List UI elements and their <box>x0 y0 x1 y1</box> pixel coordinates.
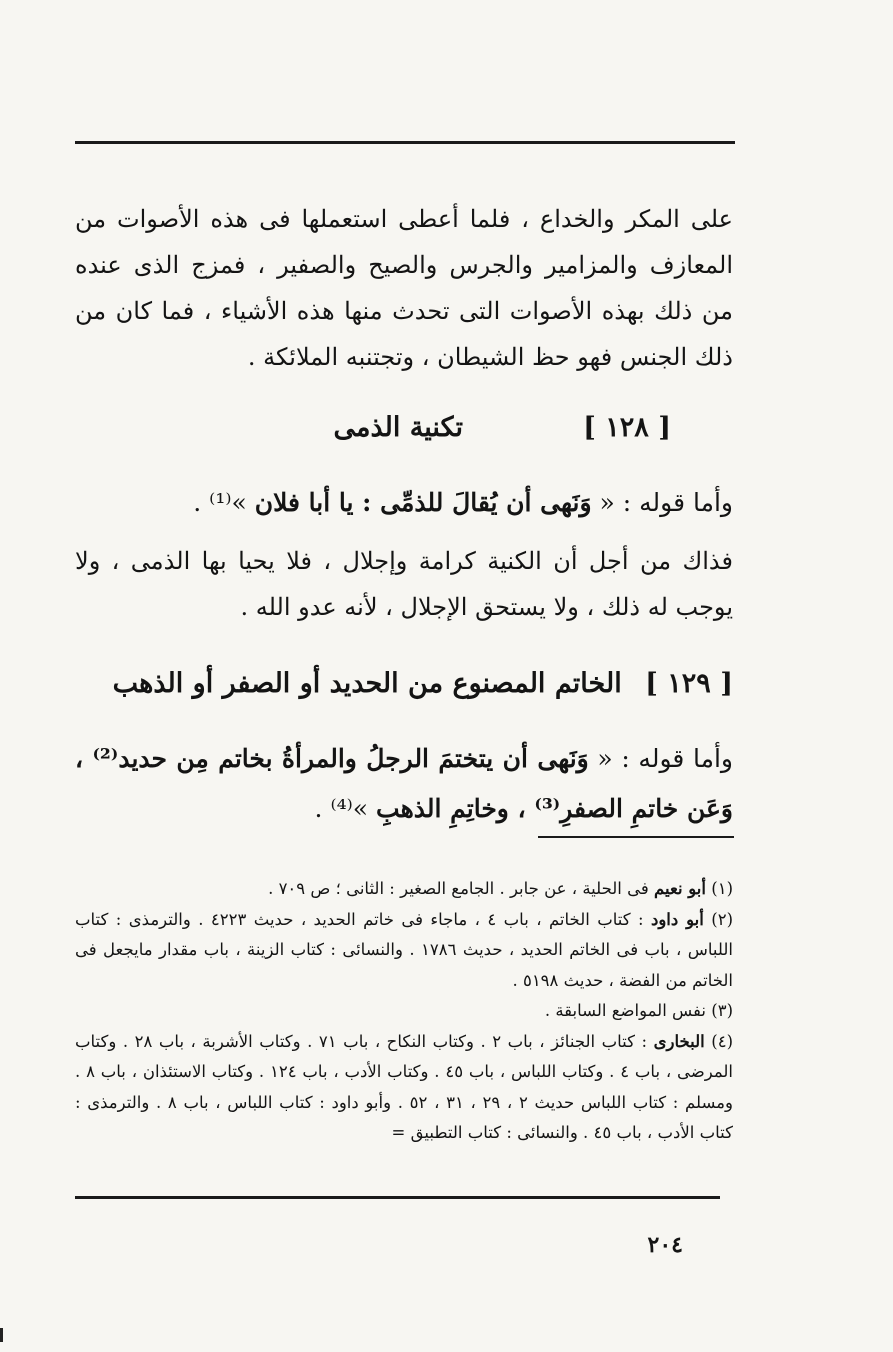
quote-129-suffix: »⁽⁴⁾ . <box>314 794 369 823</box>
intro-paragraph: على المكر والخداع ، فلما أعطى استعملها فى هذه الأصوات من المعازف والمزامير والجرس والصيح والصفير ، فمزج الذى عنده من ذلك بهذه الأصوات التى تحدث منها هذه الأشياء ، فما كان من ذلك الجنس فهو حظ الشيطان ، وتجتنبه الملائكة . <box>75 205 733 371</box>
footnotes <box>75 874 733 1149</box>
quote-128-text: وَنَهى أن يُقالَ للذمِّى : يا أبا فلان <box>254 488 592 517</box>
paragraph-128: فذاك من أجل أن الكنية كرامة وإجلال ، فلا يحيا بها الذمى ، ولا يوجب له ذلك ، ولا يستحق الإجلال ، لأنه عدو الله . <box>75 547 733 621</box>
footnote-3 <box>75 996 733 1027</box>
quote-129 <box>75 734 733 834</box>
footnote-text: : كتاب الجنائز ، باب ٢ . وكتاب النكاح ، باب ٧١ . وكتاب الأشربة ، باب ٢٨ . وكتاب المرضى ، باب ٤ . وكتاب اللباس ، باب ٤٥ . وكتاب الأدب ، باب ١٢٤ . وكتاب الاستئذان ، باب ٨ . ومسلم : كتاب اللباس حديث ٢ ، ٢٩ ، ٣١ ، ٥٢ . وأبو داود : كتاب اللباس ، باب ٨ . والترمذى : كتاب الأدب ، باب ٤٥ . والنسائى : كتاب التطبيق = <box>75 1031 733 1142</box>
section-heading-129 <box>75 668 733 708</box>
footnote-marker: (٤) <box>711 1031 733 1051</box>
footnote-text: : كتاب الخاتم ، باب ٤ ، ماجاء فى خاتم الحديد ، حديث ٤٢٢٣ . والترمذى : كتاب اللباس ، باب فى الخاتم الحديد ، حديث ١٧٨٦ . والنسائى : كتاب الزينة ، باب مقدار مايجعل فى الخاتم من الفضة ، حديث ٥١٩٨ . <box>75 909 733 990</box>
quote-129-prefix: وأما قوله : « <box>597 744 733 773</box>
quote-128-suffix: »⁽¹⁾ . <box>193 488 247 517</box>
footnote-1 <box>75 874 733 905</box>
quote-128 <box>75 478 733 528</box>
footnote-source: أبو نعيم <box>654 879 706 898</box>
footnote-4 <box>75 1027 733 1149</box>
quote-129-text: وَنَهى أن يتختمَ الرجلُ والمرأةُ بخاتم مِن حديد⁽²⁾ ، وَعَن خاتمِ الصفرِ⁽³⁾ ، وخاتِمِ الذهبِ <box>75 744 733 823</box>
footnote-marker: (١) <box>711 879 733 898</box>
section-title-128: تكنية الذمى <box>333 412 463 443</box>
footnote-marker: (٣) <box>711 1001 733 1020</box>
footnote-text: فى الحلية ، عن جابر . الجامع الصغير : الثانى ؛ ص ٧٠٩ . <box>268 879 649 898</box>
footnote-2 <box>75 905 733 997</box>
footnote-source: أبو داود <box>650 909 704 929</box>
footnote-separator <box>538 836 734 838</box>
section-title-129: الخاتم المصنوع من الحديد أو الصفر أو الذهب <box>112 668 622 699</box>
page-number: ٢٠٤ <box>647 1232 683 1258</box>
bottom-rule <box>75 1196 720 1199</box>
quote-128-prefix: وأما قوله : « <box>599 488 733 517</box>
section-heading-128 <box>75 412 733 452</box>
scan-edge-mark <box>0 1328 3 1342</box>
section-number-129: [ ١٢٩ ] <box>645 668 733 699</box>
section-number-128: [ ١٢٨ ] <box>583 412 671 443</box>
footnote-source: البخارى <box>653 1031 705 1051</box>
top-rule <box>75 141 735 144</box>
footnote-text: نفس المواضع السابقة . <box>544 1001 706 1020</box>
footnote-marker: (٢) <box>711 909 733 929</box>
